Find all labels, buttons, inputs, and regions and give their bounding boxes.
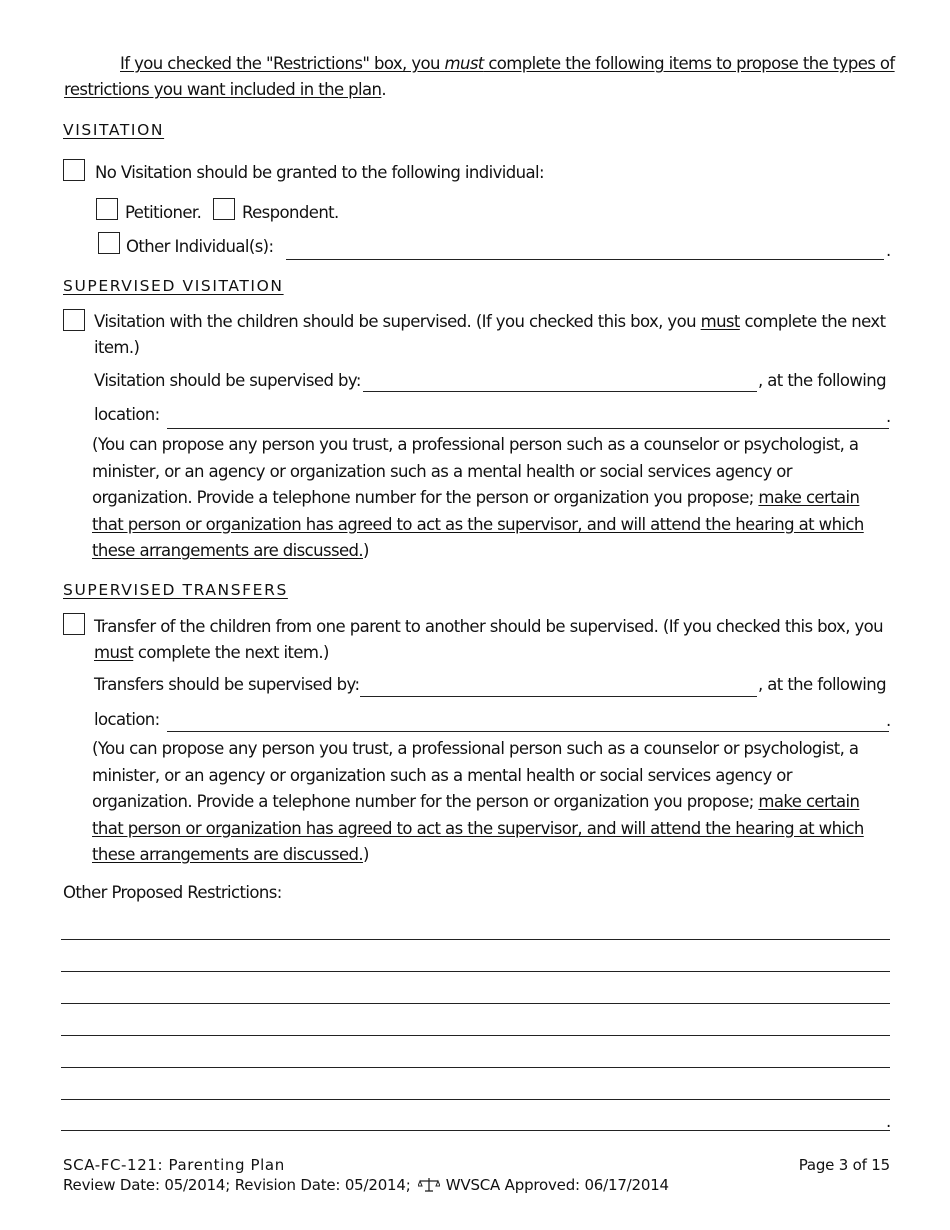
sv-check-must: must <box>700 312 740 331</box>
no-visitation-label: No Visitation should be granted to the following individual: <box>95 163 544 182</box>
sv-check-text-cont: complete the next <box>739 312 886 331</box>
sv-note-close: ) <box>363 541 369 560</box>
sv-note-underlined: make certain that person or organization has agreed to act as the supervisor, and will attend the hearing at which these arrangements are discussed. <box>92 488 864 560</box>
visitation-supervisor-label: Visitation should be supervised by: <box>94 371 361 390</box>
other-restrictions-line[interactable] <box>61 1067 890 1068</box>
page-number: Page 3 of 15 <box>798 1156 890 1174</box>
visitation-heading: VISITATION <box>63 121 165 139</box>
other-restrictions-line[interactable] <box>61 1130 890 1131</box>
intro-text-line2: restrictions you want included in the plan <box>64 80 382 99</box>
other-restrictions-line[interactable] <box>61 1035 890 1036</box>
other-restrictions-line[interactable] <box>61 1003 890 1004</box>
petitioner-checkbox[interactable] <box>96 198 118 220</box>
intro-line-2 <box>64 79 386 101</box>
other-restrictions-line[interactable] <box>61 939 890 940</box>
st-check-must: must <box>94 643 134 662</box>
other-restrictions-period: . <box>886 1112 891 1131</box>
visitation-location-label: location: <box>94 405 160 424</box>
other-restrictions-line[interactable] <box>61 971 890 972</box>
sv-note-text: (You can propose any person you trust, a professional person such as a counselor or psychologist, a minister, or an agency or organization such as a mental health or social services agency or organization. Provide a telephone number for the person or organization you propose; <box>92 435 859 507</box>
intro-text: If you checked the "Restrictions" box, you <box>120 54 445 73</box>
st-check-text-cont: complete the next item.) <box>133 643 329 662</box>
transfer-location-label: location: <box>94 710 160 729</box>
respondent-label: Respondent. <box>242 203 339 222</box>
st-note-close: ) <box>363 845 369 864</box>
scales-of-justice-icon <box>418 1177 440 1198</box>
transfer-location-input[interactable] <box>167 709 889 732</box>
visitation-supervisor-input[interactable] <box>363 369 757 392</box>
supervised-visitation-label-line2: item.) <box>94 338 140 357</box>
other-individuals-label: Other Individual(s): <box>126 237 274 256</box>
sv-check-text: Visitation with the children should be supervised. (If you checked this box, you <box>94 312 701 331</box>
st-note-text: (You can propose any person you trust, a professional person such as a counselor or psychologist, a minister, or an agency or organization such as a mental health or social services agency or organization. Provide a telephone number for the person or organization you propose; <box>92 739 859 811</box>
supervised-transfers-heading: SUPERVISED TRANSFERS <box>63 581 288 599</box>
intro-must: must <box>444 54 484 73</box>
st-note-underlined: make certain that person or organization has agreed to act as the supervisor, and will attend the hearing at which these arrangements are discussed. <box>92 792 864 864</box>
visitation-location-input[interactable] <box>167 406 889 429</box>
wvsca-approved: WVSCA Approved: 06/17/2014 <box>445 1176 669 1194</box>
other-individuals-period: . <box>886 241 891 260</box>
other-restrictions-line[interactable] <box>61 1099 890 1100</box>
other-individuals-input[interactable] <box>286 237 884 260</box>
intro-text-cont: complete the following items to propose the types of <box>483 54 895 73</box>
no-visitation-checkbox[interactable] <box>63 159 85 181</box>
supervised-transfers-checkbox[interactable] <box>63 613 85 635</box>
intro-line-1 <box>120 53 895 75</box>
supervised-visitation-label-line1 <box>94 311 885 333</box>
transfer-supervisor-note <box>92 736 892 869</box>
other-restrictions-label: Other Proposed Restrictions: <box>63 883 282 902</box>
intro-period: . <box>381 80 387 99</box>
transfer-following-text: , at the following <box>758 675 887 694</box>
petitioner-label: Petitioner. <box>125 203 202 222</box>
transfer-supervisor-label: Transfers should be supervised by: <box>94 675 360 694</box>
transfer-location-period: . <box>886 711 891 730</box>
footer-dates <box>63 1175 669 1198</box>
respondent-checkbox[interactable] <box>213 198 235 220</box>
visitation-following-text: , at the following <box>758 371 887 390</box>
supervised-visitation-checkbox[interactable] <box>63 309 85 331</box>
supervised-visitation-heading: SUPERVISED VISITATION <box>63 277 284 295</box>
supervised-transfers-label-line1: Transfer of the children from one parent to another should be supervised. (If you checked this box, you <box>94 617 884 636</box>
form-id: SCA-FC-121: Parenting Plan <box>63 1156 285 1174</box>
supervised-transfers-label-line2 <box>94 642 329 664</box>
visitation-supervisor-note <box>92 432 892 565</box>
transfer-supervisor-input[interactable] <box>360 674 757 697</box>
visitation-location-period: . <box>886 407 891 426</box>
other-individuals-checkbox[interactable] <box>98 232 120 254</box>
review-revision-dates: Review Date: 05/2014; Revision Date: 05/2014; <box>63 1176 411 1194</box>
